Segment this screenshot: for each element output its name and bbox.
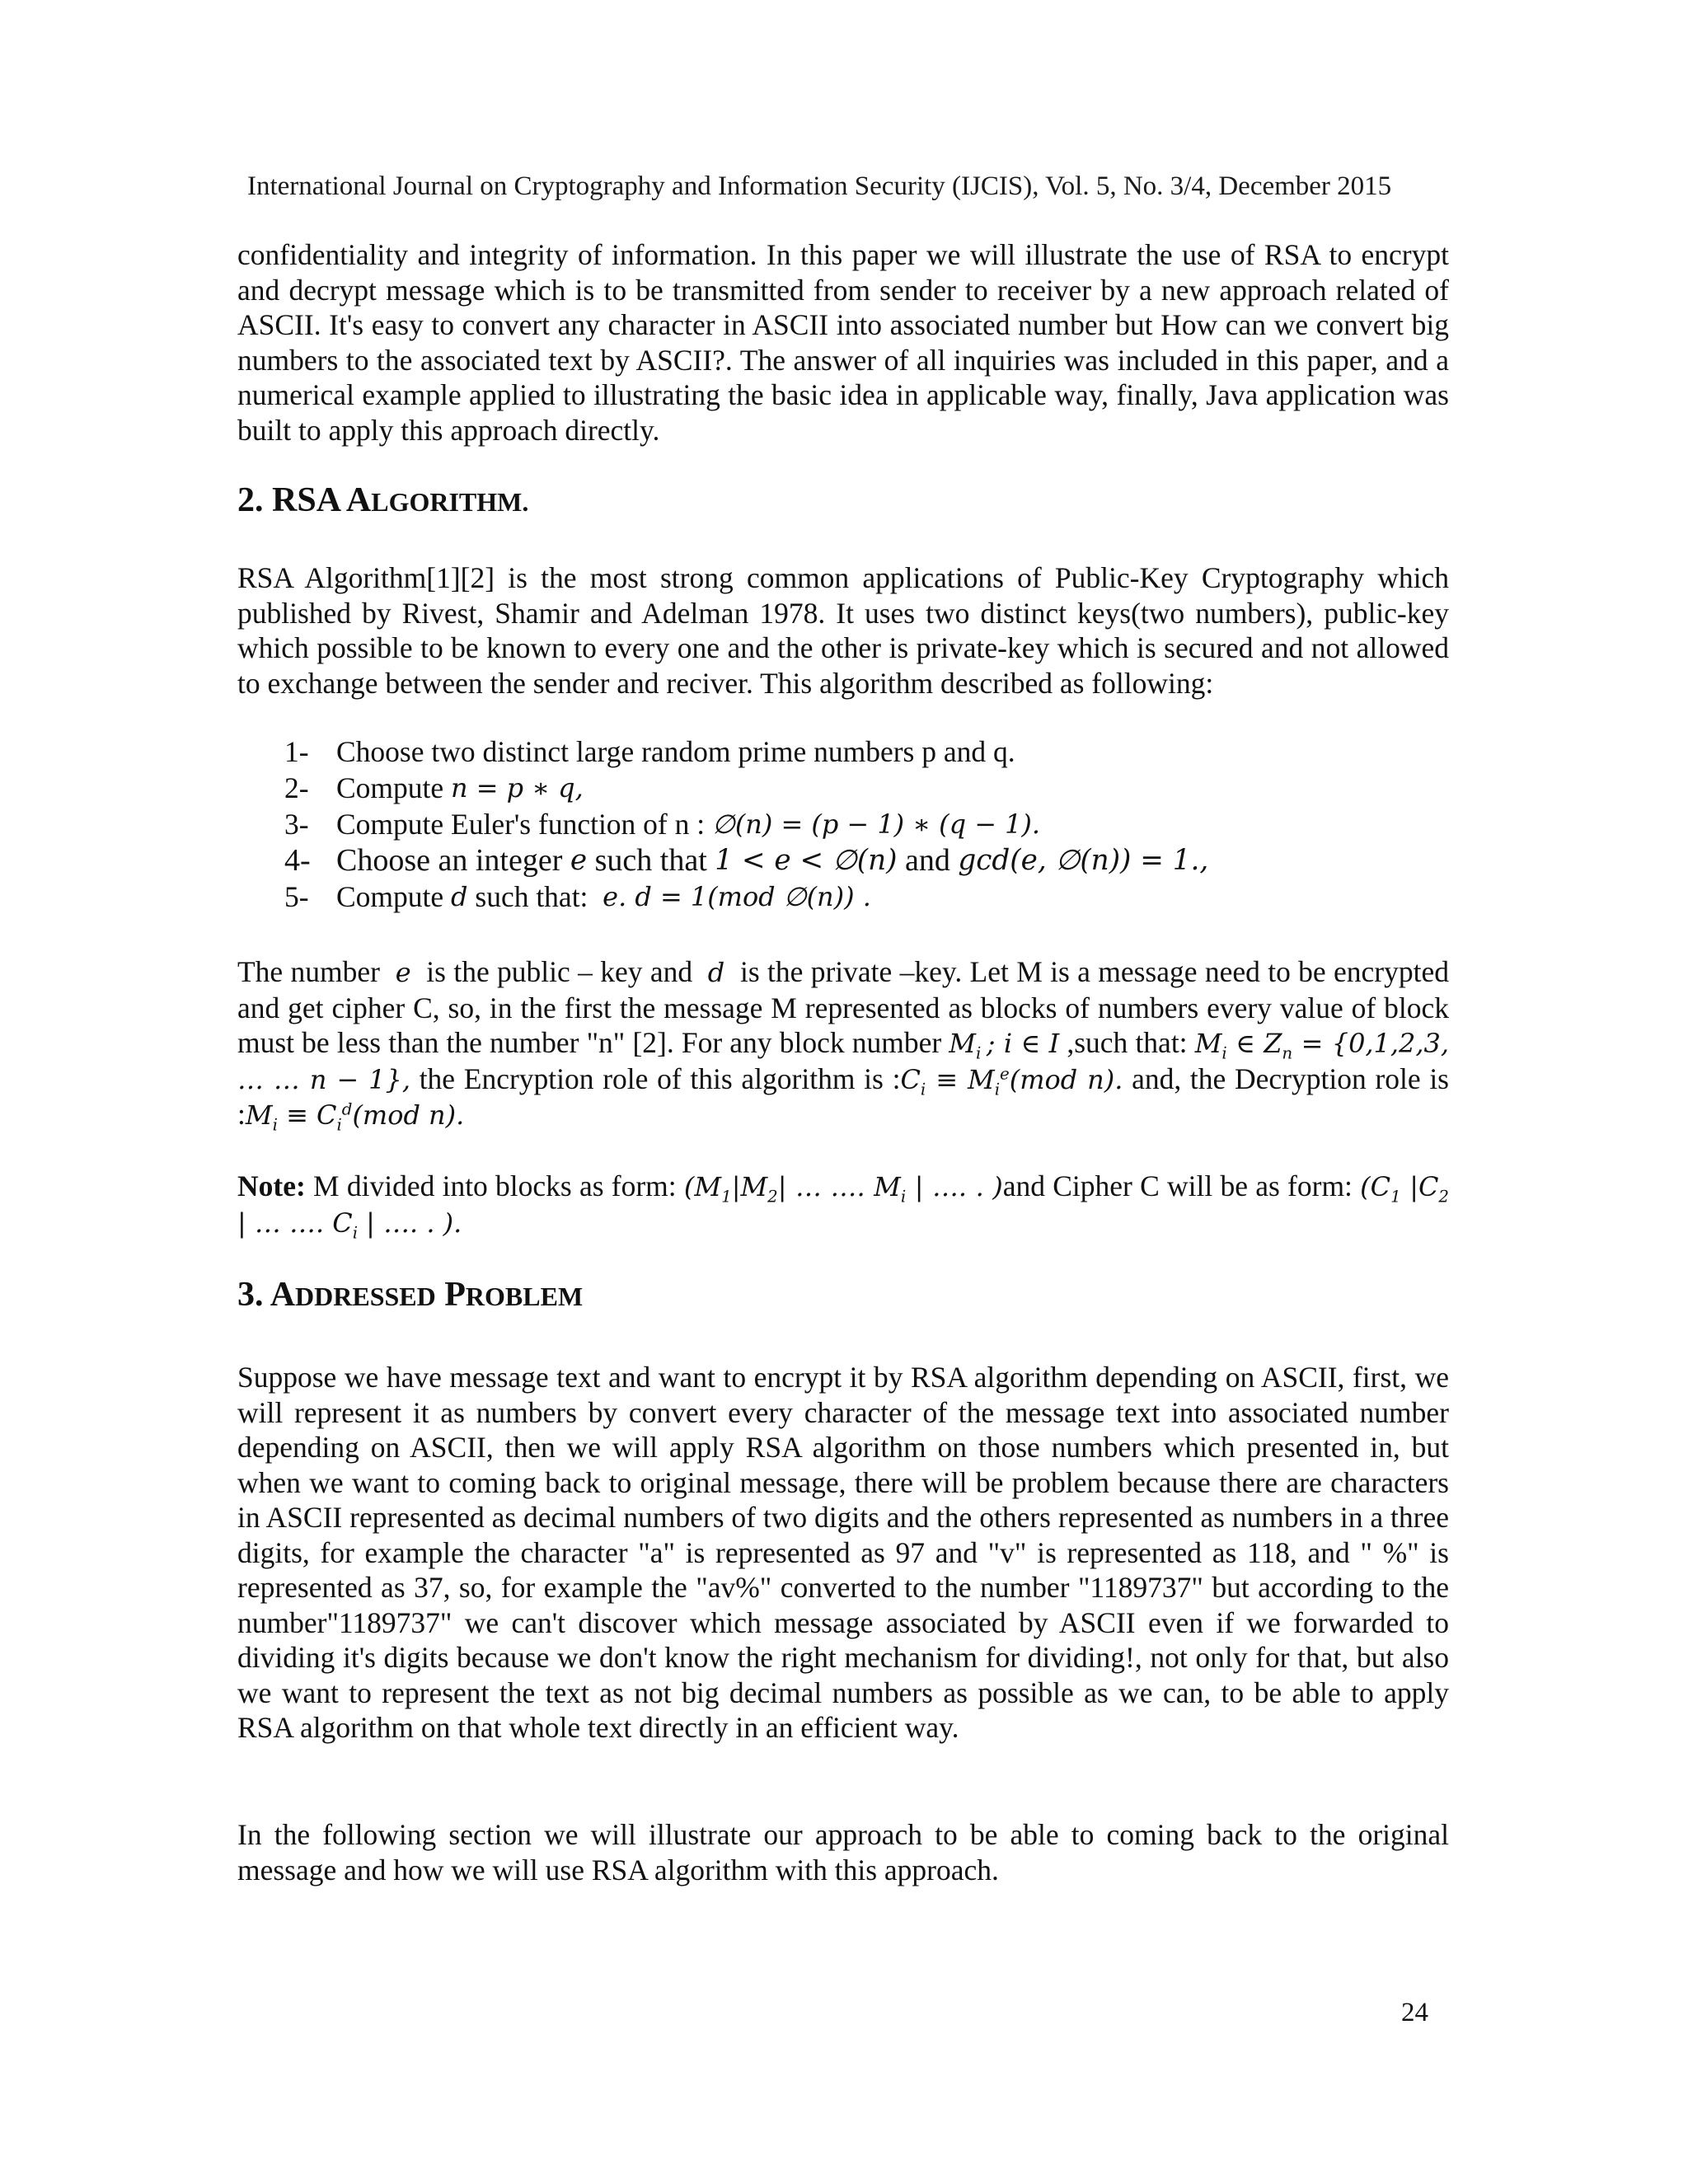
step-text-3: and bbox=[904, 843, 950, 878]
step-math: n = p ∗ q, bbox=[451, 772, 584, 804]
title-word: RSA bbox=[272, 481, 340, 519]
step-math-2: gcd(e, ∅(n)) = 1., bbox=[958, 844, 1209, 877]
title-word-rest: DDRESSED bbox=[295, 1282, 436, 1311]
step-2 bbox=[284, 770, 1438, 806]
rsa-description-paragraph: RSA Algorithm[1][2] is the most strong common applications of Public-Key Cryptography which published by Rivest, Shamir and Adelman 1978. It uses two distinct keys(two numbers), public-key which possible to be known to every one and the other is private-key which is secured and not allowed to exchange between the sender and reciver. This algorithm described as following: bbox=[237, 561, 1449, 700]
text-run: is the private –key. Let M is a message need to be encrypted and get cipher C, so, in the first the message M represented as blocks of numbers every value of block must be less than the number "n" [2]. For any block number bbox=[237, 955, 1449, 1059]
page-number: 24 bbox=[1401, 1998, 1428, 2027]
text-run: The number bbox=[237, 955, 380, 988]
step-3 bbox=[284, 806, 1438, 842]
text-run: and, the Decryption role is : bbox=[237, 1062, 1449, 1131]
text-run: and Cipher C will be as form: bbox=[1002, 1169, 1353, 1202]
text-run: M divided into blocks as form: bbox=[313, 1169, 677, 1202]
step-4 bbox=[284, 842, 1438, 879]
section-3-heading bbox=[237, 1274, 583, 1317]
step-number: 2- bbox=[284, 771, 309, 804]
text-run: the Encryption role of this algorithm is : bbox=[419, 1062, 901, 1095]
step-math: 1 < e < ∅(n) bbox=[715, 844, 898, 877]
public-key-var: e bbox=[395, 957, 411, 988]
step-1 bbox=[284, 733, 1438, 770]
title-word-initial: A bbox=[270, 1276, 296, 1314]
text-run: ,such that: bbox=[1067, 1026, 1188, 1059]
step-number: 5- bbox=[284, 880, 309, 913]
note-paragraph bbox=[237, 1169, 1449, 1240]
step-var: e bbox=[570, 844, 588, 877]
step-text: Choose an integer bbox=[336, 843, 563, 878]
step-text: Choose two distinct large random prime numbers p and q. bbox=[336, 735, 1015, 768]
message-blocks-math: ($M_1|M_2|$ … …. $M_i$ | …. . ) bbox=[683, 1171, 1003, 1207]
decryption-math: $M_i \equiv C_i^d(mod$ n). bbox=[245, 1099, 465, 1135]
title-word-initial: P bbox=[444, 1276, 466, 1314]
step-5 bbox=[284, 879, 1438, 915]
rsa-steps-list bbox=[284, 733, 1438, 915]
problem-paragraph: Suppose we have message text and want to encrypt it by RSA algorithm depending on ASCII, first, we will represent it as numbers by convert every character of the message text into associated number depending on ASCII, then we will apply RSA algorithm on those numbers which presented in, but when we want to coming back to original message, there will be problem because there are characters in ASCII represented as decimal numbers of two digits and the others represented as numbers in a three digits, for example the character "a" is represented as 97 and "v" is represented as 118, and " %" is represented as 37, so, for example the "av%" converted to the number "1189737" but according to the number"1189737" we can't discover which message associated by ASCII even if we forwarded to dividing it's digits because we don't know the right mechanism for dividing!, not only for that, but also we want to represent the text as not big decimal numbers as possible as we can, to be able to apply RSA algorithm on that whole text directly in an efficient way. bbox=[237, 1361, 1449, 1744]
following-section-paragraph: In the following section we will illustrate our approach to be able to coming back to the original message and how we will use RSA algorithm with this approach. bbox=[237, 1818, 1449, 1886]
step-text: Compute Euler's function of n : bbox=[336, 808, 706, 841]
title-word-rest: LGORITHM. bbox=[371, 487, 529, 517]
block-set-math: $M_i$ ∈ $Z_n = \{0,1,2,3$, … … n − 1}, bbox=[237, 1028, 1449, 1095]
step-number: 1- bbox=[284, 735, 309, 768]
step-text-2: such that bbox=[594, 843, 707, 878]
title-word-rest: ROBLEM bbox=[465, 1282, 584, 1311]
section-number: 3. bbox=[237, 1276, 264, 1314]
step-text: Compute bbox=[336, 880, 444, 913]
block-var: $M_i$ ; i ∈ I bbox=[949, 1028, 1060, 1063]
cipher-blocks-math: ($C_1$ $|C_2$ | … …. $C_i$ | …. . ). bbox=[237, 1171, 1450, 1242]
section-number: 2. bbox=[237, 481, 264, 519]
private-key-var: d bbox=[707, 957, 725, 988]
title-word-initial: A bbox=[345, 481, 372, 519]
text-run: is the public – key and bbox=[426, 955, 693, 988]
step-math: ∅(n) = (p − 1) ∗ (q − 1). bbox=[712, 808, 1041, 840]
encryption-math: $C_i \equiv M_i^e(mod$ n). bbox=[900, 1063, 1123, 1099]
keys-paragraph bbox=[237, 954, 1449, 1133]
step-number: 3- bbox=[284, 808, 309, 841]
intro-paragraph: confidentiality and integrity of information. In this paper we will illustrate the use of RSA to encrypt and decrypt message which is to be transmitted from sender to receiver by a new approach related of ASCII. It's easy to convert any character in ASCII into associated number but How can we convert big numbers to the associated text by ASCII?. The answer of all inquiries was included in this paper, and a numerical example applied to illustrating the basic idea in applicable way, finally, Java application was built to apply this approach directly. bbox=[237, 238, 1449, 447]
running-header: International Journal on Cryptography and Information Security (IJCIS), Vol. 5, No. 3/4, December 2015 bbox=[247, 171, 1392, 201]
step-text: Compute bbox=[336, 771, 444, 804]
step-math: e. d = 1(mod ∅(n)) . bbox=[603, 881, 871, 912]
step-number: 4- bbox=[284, 843, 311, 878]
section-2-heading bbox=[237, 480, 528, 523]
note-label: Note: bbox=[237, 1169, 306, 1202]
step-var: d bbox=[451, 881, 468, 912]
step-text-2: such that: bbox=[475, 880, 588, 913]
